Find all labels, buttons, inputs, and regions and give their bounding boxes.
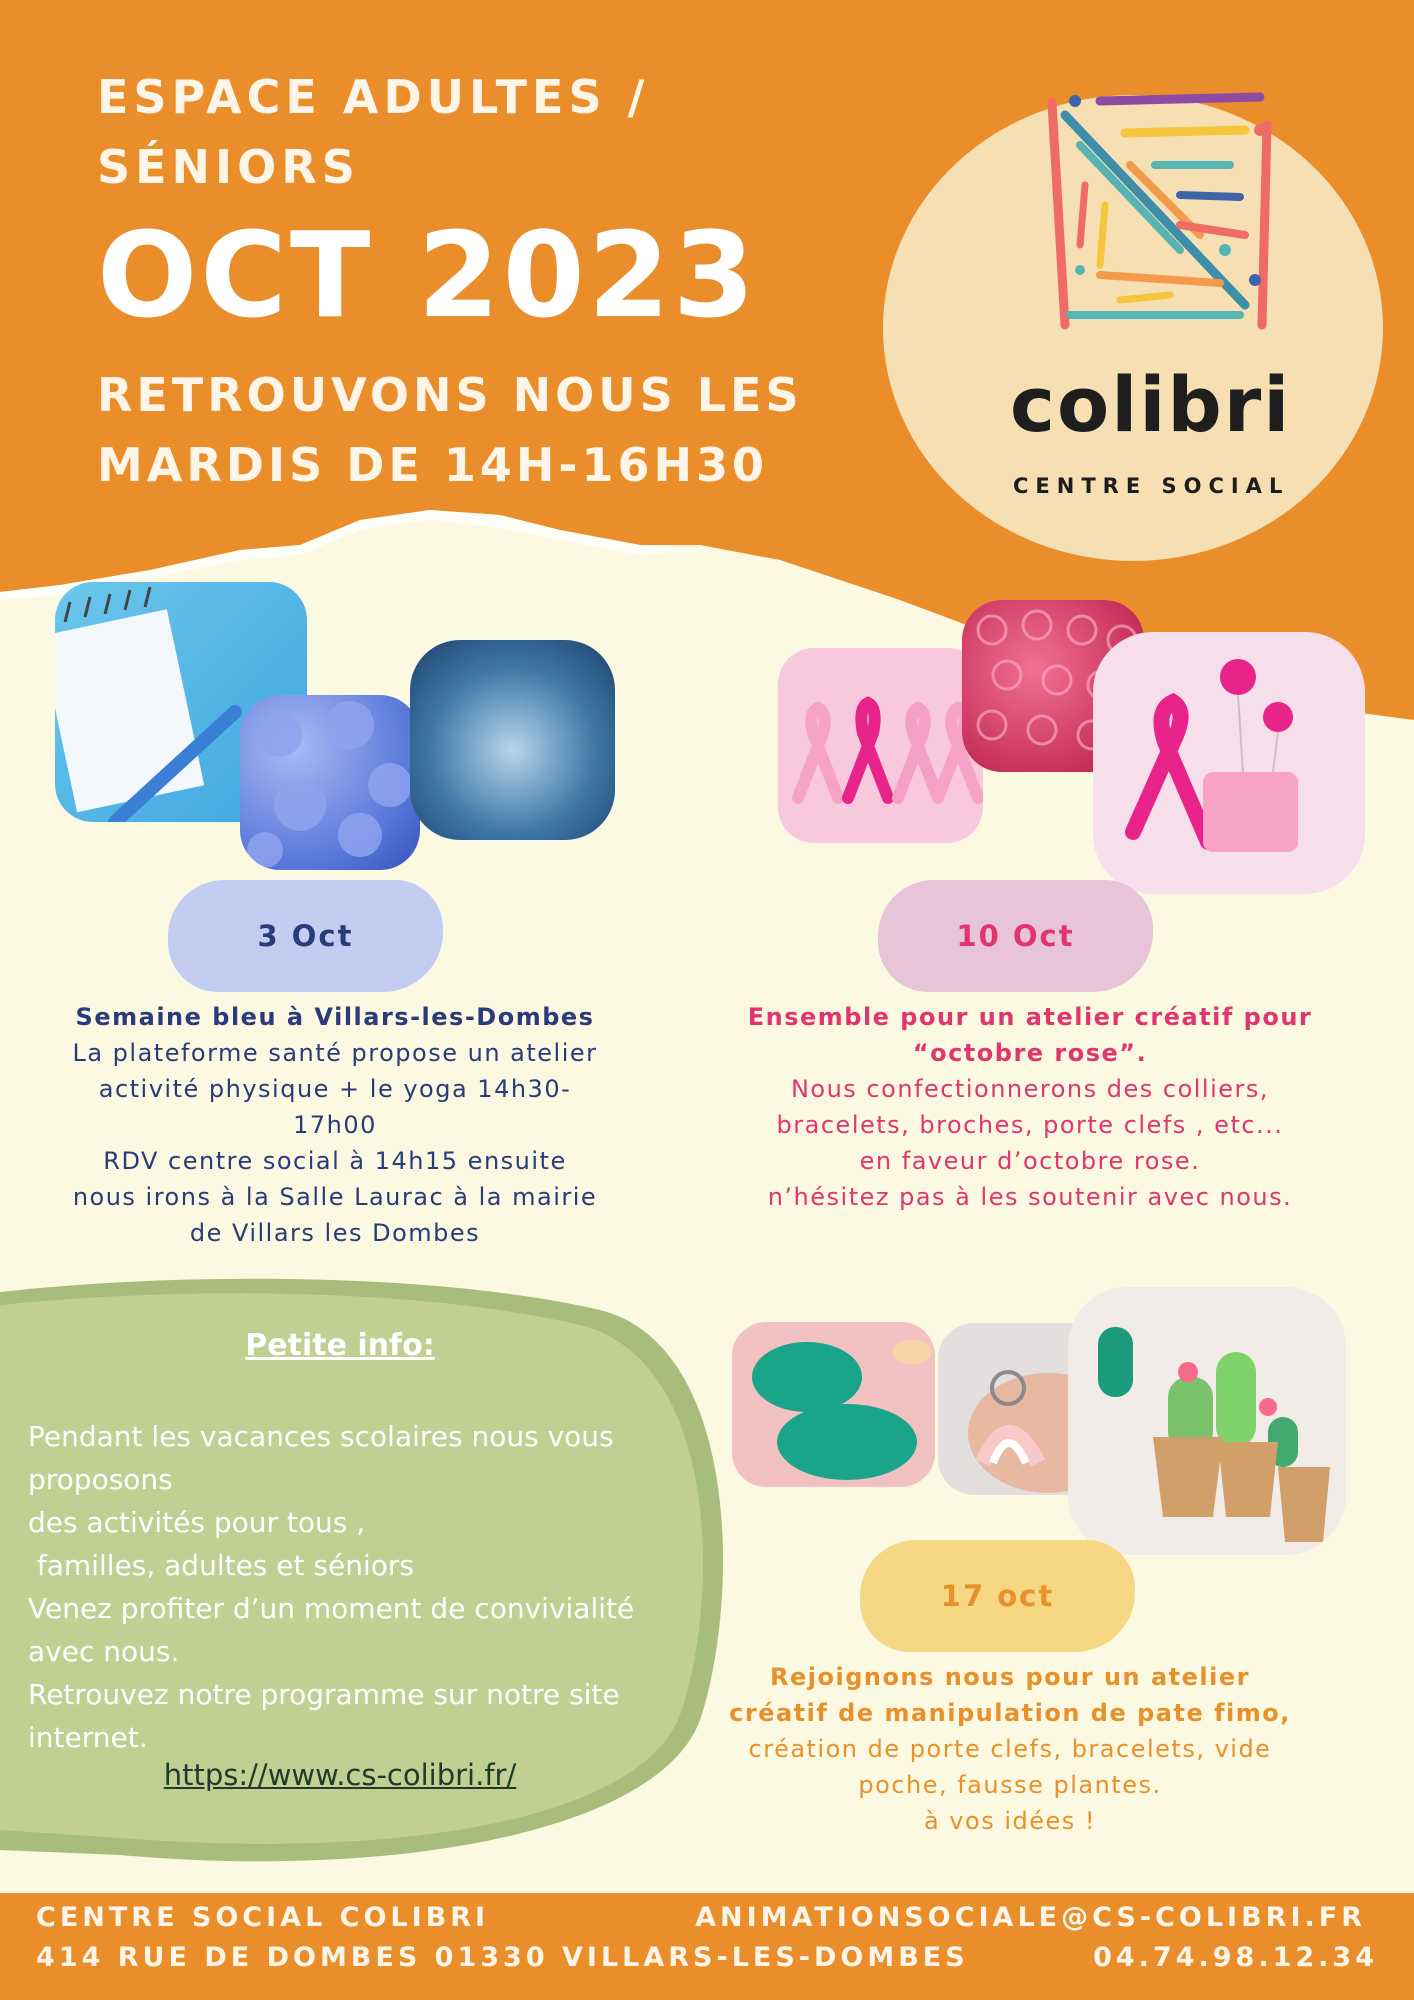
event-3oct-title: Semaine bleu à Villars-les-Dombes [75, 1003, 595, 1031]
event-date-3oct: 3 Oct [257, 919, 354, 953]
logo-wordmark: colibri [1010, 360, 1292, 449]
footer-center-name: CENTRE SOCIAL COLIBRI [36, 1902, 490, 1933]
event-17oct-title-line: Rejoignons nous pour un atelier [770, 1663, 1250, 1691]
footer-address: 414 RUE DE DOMBES 01330 VILLARS-LES-DOMBES [36, 1942, 969, 1973]
info-line: Retrouvez notre programme sur notre site [28, 1678, 620, 1711]
photo-october-ribbon-calendar [1093, 632, 1365, 894]
info-line: internet. [28, 1721, 148, 1754]
event-date-pill-10oct [878, 880, 1153, 992]
event-10oct-line: Nous confectionnerons des colliers, [790, 1075, 1270, 1103]
event-10oct-line: bracelets, broches, porte clefs , etc... [776, 1111, 1284, 1139]
event-3oct-line: nous irons à la Salle Laurac à la mairie [72, 1183, 598, 1211]
photo-fimo-cactus [1068, 1287, 1346, 1555]
info-text [28, 1415, 668, 1759]
event-date-pill-3oct [168, 880, 443, 992]
event-17oct-line: création de porte clefs, bracelets, vide [748, 1735, 1272, 1763]
footer-phone[interactable]: 04.74.98.12.34 [1093, 1942, 1378, 1973]
logo-tagline: CENTRE SOCIAL [1013, 474, 1290, 498]
colibri-logo-mark [1030, 85, 1280, 335]
header-title-line2: SÉNIORS [97, 140, 360, 194]
header-subtitle-line1: RETROUVONS NOUS LES [97, 368, 803, 422]
event-3oct-line: activité physique + le yoga 14h30- [98, 1075, 572, 1103]
event-17oct-description [695, 1659, 1325, 1839]
info-line: Venez profiter d’un moment de convivialité [28, 1592, 635, 1625]
info-heading: Petite info: [245, 1328, 435, 1363]
header-subtitle-line2: MARDIS DE 14H-16H30 [97, 438, 768, 492]
event-10oct-title-line: “octobre rose”. [912, 1039, 1148, 1067]
event-date-17oct: 17 oct [940, 1579, 1055, 1613]
photo-ocean [410, 640, 615, 840]
event-3oct-line: de Villars les Dombes [189, 1219, 481, 1247]
event-10oct-line: en faveur d’octobre rose. [859, 1147, 1201, 1175]
header-title-line1: ESPACE ADULTES / [97, 70, 650, 124]
photo-fimo-dishes [732, 1322, 935, 1487]
event-10oct-description [710, 999, 1350, 1215]
event-3oct-description [20, 999, 650, 1251]
info-line: familles, adultes et séniors [28, 1549, 414, 1582]
footer-email[interactable]: ANIMATIONSOCIALE@CS-COLIBRI.FR [695, 1902, 1366, 1933]
photo-blue-flowers [240, 695, 420, 870]
event-date-10oct: 10 Oct [956, 919, 1075, 953]
info-line: avec nous. [28, 1635, 180, 1668]
event-17oct-line: à vos idées ! [923, 1807, 1097, 1835]
info-line: Pendant les vacances scolaires nous vous [28, 1420, 614, 1453]
photo-pink-ribbons [778, 648, 983, 843]
event-3oct-line: La plateforme santé propose un atelier [72, 1039, 598, 1067]
event-3oct-line: 17h00 [293, 1111, 377, 1139]
event-17oct-line: poche, fausse plantes. [858, 1771, 1162, 1799]
event-17oct-title-line: créatif de manipulation de pate fimo, [729, 1699, 1291, 1727]
website-link[interactable]: https://www.cs-colibri.fr/ [163, 1758, 517, 1792]
month-title: OCT 2023 [97, 206, 758, 344]
event-3oct-line: RDV centre social à 14h15 ensuite [103, 1147, 567, 1175]
info-line: des activités pour tous , [28, 1506, 366, 1539]
event-10oct-line: n’hésitez pas à les soutenir avec nous. [767, 1183, 1293, 1211]
event-10oct-title-line: Ensemble pour un atelier créatif pour [747, 1003, 1313, 1031]
event-date-pill-17oct [860, 1540, 1135, 1652]
info-line: proposons [28, 1463, 173, 1496]
